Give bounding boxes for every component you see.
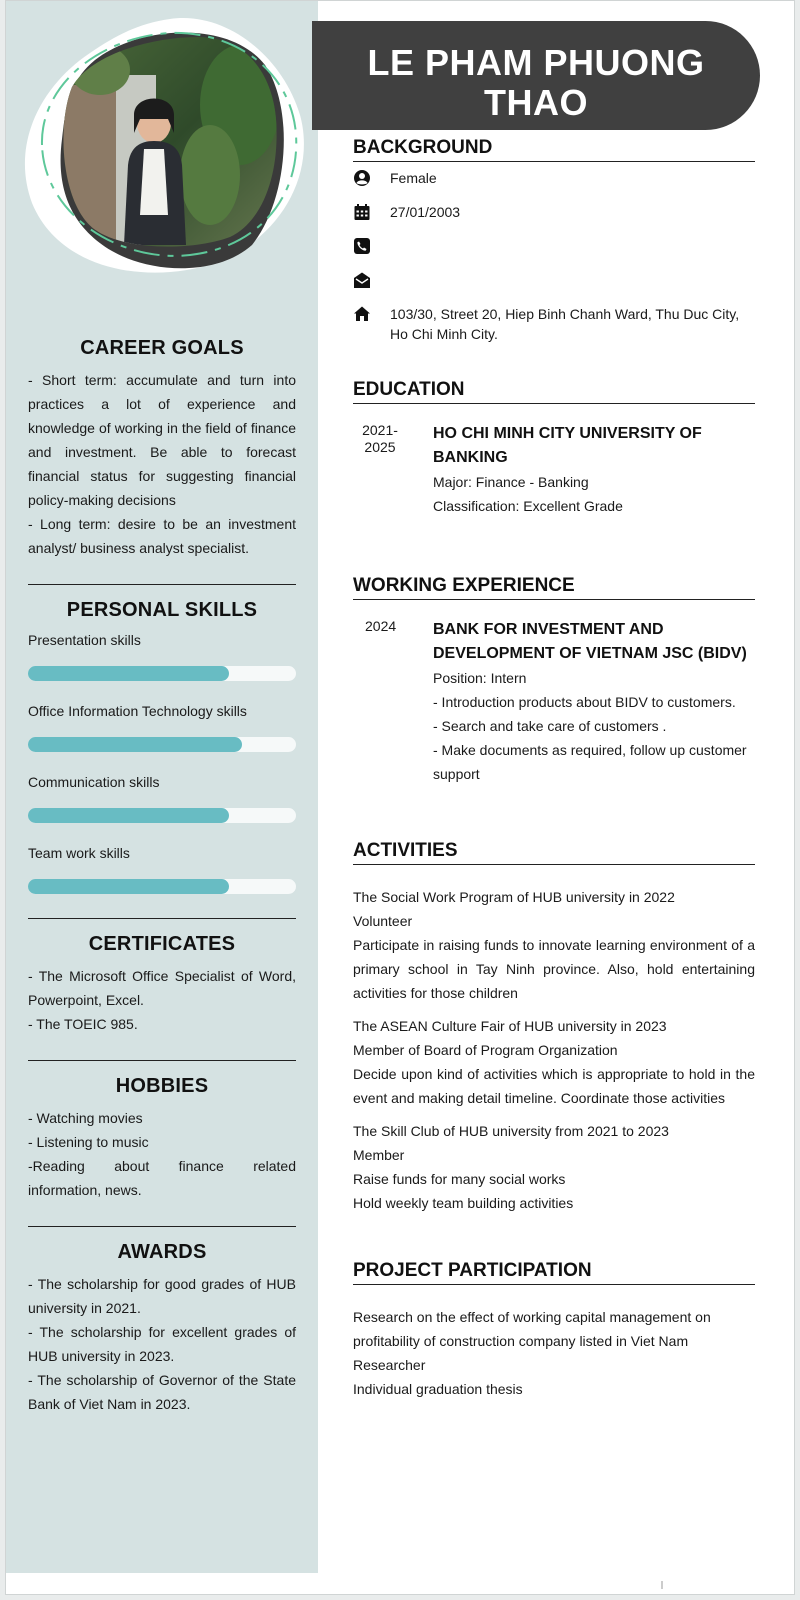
address-value: 103/30, Street 20, Hiep Binh Chanh Ward, Thu Duc City, Ho Chi Minh City.: [390, 306, 740, 342]
birthdate-value: 27/01/2003: [390, 204, 461, 220]
activities-section: [353, 838, 755, 1215]
skill-item: [28, 843, 296, 894]
project-name: Research on the effect of working capital management on profitability of construction company listed in Viet Nam: [353, 1309, 711, 1349]
certificate-item: - The Microsoft Office Specialist of Word, Powerpoint, Excel.: [28, 968, 296, 1008]
education-title: EDUCATION: [353, 377, 755, 404]
skill-item: [28, 772, 296, 835]
address-row: [353, 304, 755, 344]
activity-role: Member: [353, 1147, 405, 1163]
skill-bar-fill: [28, 879, 229, 894]
gender-row: [353, 168, 755, 202]
experience-line: Position: Intern: [433, 670, 527, 686]
experience-section: [353, 573, 755, 786]
skill-bar-track: [28, 737, 296, 752]
career-goals-title: CAREER GOALS: [80, 337, 244, 359]
experience-entry: [353, 618, 755, 786]
activity-role: Volunteer: [353, 913, 413, 929]
education-major: Major: Finance - Banking: [433, 474, 589, 490]
phone-icon: [353, 236, 390, 256]
personal-skills-title: PERSONAL SKILLS: [66, 599, 258, 621]
award-item: - The scholarship of Governor of the State Bank of Viet Nam in 2023.: [28, 1372, 296, 1412]
certificates-section: [28, 933, 296, 1036]
candidate-role: Intern: [510, 129, 562, 151]
profile-photo: [20, 15, 310, 277]
activity-role: Member of Board of Program Organization: [353, 1042, 618, 1058]
skill-bar-fill: [28, 808, 229, 823]
activities-title: ACTIVITIES: [353, 838, 755, 865]
experience-line: - Make documents as required, follow up customer support: [433, 742, 747, 782]
education-entry: [353, 422, 755, 518]
career-goals-section: [28, 337, 296, 560]
hobbies-section: [28, 1075, 296, 1202]
envelope-open-icon: [353, 270, 390, 290]
divider: [28, 1060, 296, 1061]
candidate-name: LE PHAM PHUONG THAO: [367, 42, 705, 123]
hobby-item: - Watching movies: [28, 1110, 143, 1126]
experience-line: - Introduction products about BIDV to customers.: [433, 694, 736, 710]
page-mark: [661, 1581, 663, 1589]
skill-item: [28, 701, 296, 764]
skill-item: [28, 630, 296, 693]
experience-title: WORKING EXPERIENCE: [353, 573, 755, 600]
projects-title: PROJECT PARTICIPATION: [353, 1258, 755, 1285]
skill-label: Team work skills: [28, 845, 130, 861]
award-item: - The scholarship for excellent grades of HUB university in 2023.: [28, 1324, 296, 1364]
calendar-icon: [353, 202, 390, 222]
experience-date: 2024: [365, 618, 397, 634]
activity-detail: Hold weekly team building activities: [353, 1195, 574, 1211]
activity-name: The ASEAN Culture Fair of HUB university in 2023: [353, 1018, 667, 1034]
resume-page: [5, 0, 795, 1595]
awards-section: [28, 1241, 296, 1416]
activity-item: [353, 1014, 755, 1110]
gender-value: Female: [390, 170, 437, 186]
activity-detail: Raise funds for many social works: [353, 1171, 566, 1187]
hobby-item: -Reading about finance related information, news.: [28, 1158, 296, 1198]
education-date: 2021- 2025: [362, 422, 398, 455]
divider: [28, 584, 296, 585]
divider: [28, 918, 296, 919]
hobbies-title: HOBBIES: [115, 1075, 209, 1097]
sidebar: [6, 1, 318, 1573]
hobby-item: - Listening to music: [28, 1134, 149, 1150]
activity-item: [353, 885, 755, 1005]
awards-title: AWARDS: [117, 1241, 207, 1263]
skill-bar-track: [28, 808, 296, 823]
personal-skills-section: [28, 599, 296, 894]
award-item: - The scholarship for good grades of HUB university in 2021.: [28, 1276, 296, 1316]
photo-frame-graphic: [20, 15, 310, 277]
birthdate-row: [353, 202, 755, 236]
email-row: [353, 270, 755, 304]
phone-row: [353, 236, 755, 270]
skill-label: Communication skills: [28, 774, 160, 790]
activity-detail: Participate in raising funds to innovate learning environment of a primary school in Tay Ninh province. Also, hold entertaining activities for those children: [353, 937, 755, 1001]
certificate-item: - The TOEIC 985.: [28, 1016, 138, 1032]
certificates-title: CERTIFICATES: [88, 933, 236, 955]
skill-bar-track: [28, 879, 296, 894]
skill-bar-fill: [28, 737, 242, 752]
activity-name: The Social Work Program of HUB university in 2022: [353, 889, 675, 905]
experience-line: - Search and take care of customers .: [433, 718, 667, 734]
skill-label: Office Information Technology skills: [28, 703, 247, 719]
user-circle-icon: [353, 168, 390, 188]
skill-bar-track: [28, 666, 296, 681]
skill-bar-fill: [28, 666, 229, 681]
skill-label: Presentation skills: [28, 632, 141, 648]
career-goals-text: [28, 368, 296, 560]
project-type: Individual graduation thesis: [353, 1381, 523, 1397]
activity-name: The Skill Club of HUB university from 2021 to 2023: [353, 1123, 669, 1139]
school-name: HO CHI MINH CITY UNIVERSITY OF BANKING: [433, 425, 702, 466]
company-name: BANK FOR INVESTMENT AND DEVELOPMENT OF VIETNAM JSC (BIDV): [433, 621, 747, 662]
divider: [28, 1226, 296, 1227]
project-role: Researcher: [353, 1357, 426, 1373]
background-section: [353, 135, 755, 344]
career-goal-long-term: - Long term: desire to be an investment analyst/ business analyst specialist.: [28, 516, 296, 556]
career-goal-short-term: - Short term: accumulate and turn into practices a lot of experience and knowledge of working in the field of finance and investment. Be able to forecast financial status for suggesting financial policy-making decisions: [28, 372, 296, 508]
activity-item: [353, 1119, 755, 1215]
main-column: [353, 135, 755, 1401]
home-icon: [353, 304, 390, 324]
education-classification: Classification: Excellent Grade: [433, 498, 623, 514]
activity-detail: Decide upon kind of activities which is appropriate to hold in the event and making detail timeline. Coordinate those activities: [353, 1066, 755, 1106]
projects-section: [353, 1258, 755, 1401]
education-section: [353, 377, 755, 518]
background-title: BACKGROUND: [353, 135, 755, 162]
